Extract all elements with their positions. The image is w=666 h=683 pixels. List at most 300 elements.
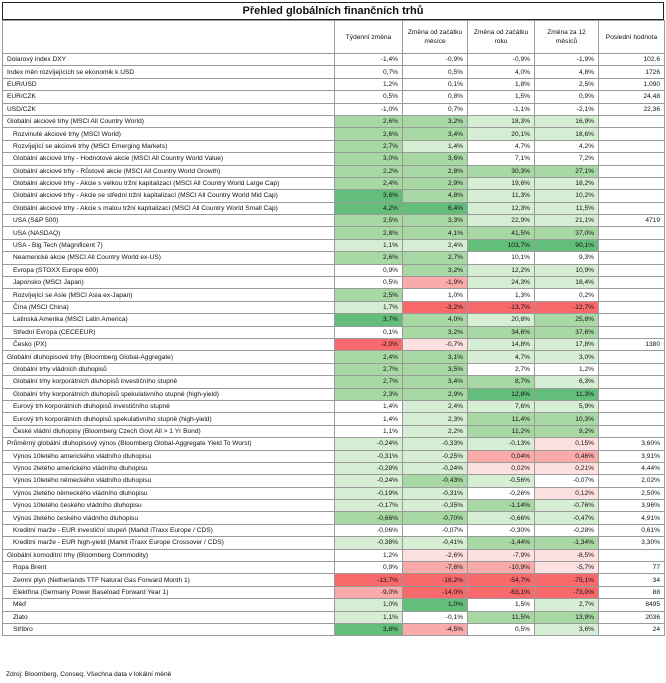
value-cell: 7,1% bbox=[468, 153, 535, 165]
value-cell: 3,6% bbox=[403, 153, 468, 165]
value-cell bbox=[599, 277, 665, 289]
value-cell: -0,07% bbox=[403, 524, 468, 536]
row-label: Stříbro bbox=[3, 623, 335, 635]
value-cell bbox=[599, 140, 665, 152]
header-ytd-change: Změna od začátku roku bbox=[468, 21, 535, 54]
value-cell: -0,13% bbox=[468, 438, 535, 450]
value-cell: -10,9% bbox=[468, 562, 535, 574]
value-cell bbox=[599, 177, 665, 189]
table-row bbox=[3, 462, 665, 474]
table-row bbox=[3, 388, 665, 400]
value-cell: 1,7% bbox=[335, 301, 403, 313]
value-cell: -54,7% bbox=[468, 574, 535, 586]
value-cell: 1,0% bbox=[403, 289, 468, 301]
value-cell: -1,14% bbox=[468, 500, 535, 512]
value-cell: 3,4% bbox=[403, 128, 468, 140]
header-12m-change: Změna za 12 měsíců bbox=[535, 21, 599, 54]
value-cell: 37,0% bbox=[535, 227, 599, 239]
value-cell: 1,1% bbox=[335, 239, 403, 251]
value-cell: 18,6% bbox=[535, 128, 599, 140]
value-cell bbox=[599, 153, 665, 165]
table-row bbox=[3, 140, 665, 152]
value-cell bbox=[599, 252, 665, 264]
table-row bbox=[3, 239, 665, 251]
value-cell bbox=[599, 239, 665, 251]
table-row bbox=[3, 376, 665, 388]
value-cell: 4,0% bbox=[403, 314, 468, 326]
table-row bbox=[3, 524, 665, 536]
table-row bbox=[3, 54, 665, 66]
value-cell: -0,56% bbox=[468, 475, 535, 487]
value-cell: 6,4% bbox=[403, 202, 468, 214]
table-row bbox=[3, 413, 665, 425]
value-cell: 4,91% bbox=[599, 512, 665, 524]
value-cell: 2,5% bbox=[335, 289, 403, 301]
value-cell: 34,6% bbox=[468, 326, 535, 338]
value-cell: -7,9% bbox=[468, 549, 535, 561]
row-label: Měď bbox=[3, 599, 335, 611]
value-cell: 0,21% bbox=[535, 462, 599, 474]
row-label: USD/CZK bbox=[3, 103, 335, 115]
value-cell: 1,5% bbox=[468, 91, 535, 103]
value-cell: 6,3% bbox=[535, 376, 599, 388]
value-cell: 24,3% bbox=[468, 277, 535, 289]
value-cell: 0,5% bbox=[468, 623, 535, 635]
row-label: Latinská Amerika (MSCI Latin America) bbox=[3, 314, 335, 326]
value-cell: -0,06% bbox=[335, 524, 403, 536]
value-cell: 1380 bbox=[599, 338, 665, 350]
value-cell: -1,9% bbox=[403, 277, 468, 289]
row-label: Kreditní marže - EUR investiční stupeň (Markit iTraxx Europe / CDS) bbox=[3, 524, 335, 536]
value-cell: 34 bbox=[599, 574, 665, 586]
row-label: Index měn rozvíjejících se ekonomik k USD bbox=[3, 66, 335, 78]
value-cell: 8,7% bbox=[468, 376, 535, 388]
row-label: Čína (MSCI China) bbox=[3, 301, 335, 313]
value-cell bbox=[599, 413, 665, 425]
row-label: Výnos 2letého českého vládního dluhopisu bbox=[3, 512, 335, 524]
value-cell: 3,96% bbox=[599, 500, 665, 512]
value-cell: 0,46% bbox=[535, 450, 599, 462]
table-row bbox=[3, 177, 665, 189]
value-cell: 1,1% bbox=[335, 425, 403, 437]
table-row bbox=[3, 252, 665, 264]
value-cell: 4,7% bbox=[468, 140, 535, 152]
value-cell: -2,0% bbox=[335, 338, 403, 350]
value-cell: -2,1% bbox=[535, 103, 599, 115]
value-cell: -13,7% bbox=[335, 574, 403, 586]
value-cell: 0,12% bbox=[535, 487, 599, 499]
row-label: Střední Evropa (CECEEUR) bbox=[3, 326, 335, 338]
value-cell: 22,9% bbox=[468, 215, 535, 227]
value-cell: 17,8% bbox=[535, 338, 599, 350]
row-label: Globální akciové trhy - Růstové akcie (MSCI All Country World Growth) bbox=[3, 165, 335, 177]
table-row bbox=[3, 599, 665, 611]
value-cell bbox=[599, 376, 665, 388]
row-label: Globální dluhopisové trhy (Bloomberg Global-Aggregate) bbox=[3, 351, 335, 363]
value-cell: 9,2% bbox=[535, 425, 599, 437]
table-row bbox=[3, 338, 665, 350]
value-cell: 2,8% bbox=[403, 165, 468, 177]
value-cell: 90,1% bbox=[535, 239, 599, 251]
source-note: Zdroj: Bloomberg, Conseq; Všechna data v lokální měně bbox=[6, 671, 172, 678]
value-cell: 0,5% bbox=[335, 277, 403, 289]
table-row bbox=[3, 153, 665, 165]
value-cell: 2,8% bbox=[335, 227, 403, 239]
value-cell: 8495 bbox=[599, 599, 665, 611]
value-cell: -0,30% bbox=[468, 524, 535, 536]
value-cell: 18,4% bbox=[535, 277, 599, 289]
header-weekly-change: Týdenní změna bbox=[335, 21, 403, 54]
value-cell bbox=[599, 289, 665, 301]
value-cell: 1,0% bbox=[403, 599, 468, 611]
row-label: Česko (PX) bbox=[3, 338, 335, 350]
value-cell: -1,44% bbox=[468, 537, 535, 549]
value-cell: 2,4% bbox=[335, 177, 403, 189]
value-cell bbox=[599, 326, 665, 338]
table-row bbox=[3, 351, 665, 363]
header-last-value: Poslední hodnota bbox=[599, 21, 665, 54]
row-label: Globální trhy vládních dluhopisů bbox=[3, 363, 335, 375]
value-cell: 0,2% bbox=[535, 289, 599, 301]
table-row bbox=[3, 128, 665, 140]
value-cell: 19,6% bbox=[468, 177, 535, 189]
value-cell: -1,9% bbox=[535, 54, 599, 66]
value-cell bbox=[599, 128, 665, 140]
value-cell: -63,1% bbox=[468, 586, 535, 598]
row-label: České vládní dluhopisy (Bloomberg Czech Govt All > 1 Yr Bond) bbox=[3, 425, 335, 437]
value-cell: 3,30% bbox=[599, 537, 665, 549]
value-cell: 20,1% bbox=[468, 128, 535, 140]
value-cell: 3,7% bbox=[335, 314, 403, 326]
table-row bbox=[3, 215, 665, 227]
value-cell: 2,3% bbox=[335, 388, 403, 400]
value-cell: 3,2% bbox=[403, 326, 468, 338]
value-cell: 3,8% bbox=[335, 623, 403, 635]
row-label: USA (S&P 500) bbox=[3, 215, 335, 227]
page-title: Přehled globálních finančních trhů bbox=[2, 2, 664, 20]
value-cell: 11,3% bbox=[535, 388, 599, 400]
value-cell: 2,6% bbox=[335, 252, 403, 264]
value-cell: 41,5% bbox=[468, 227, 535, 239]
value-cell bbox=[599, 425, 665, 437]
value-cell: 9,3% bbox=[535, 252, 599, 264]
table-row bbox=[3, 562, 665, 574]
table-row bbox=[3, 475, 665, 487]
value-cell bbox=[599, 388, 665, 400]
value-cell bbox=[599, 202, 665, 214]
row-label: USA (NASDAQ) bbox=[3, 227, 335, 239]
value-cell: 30,3% bbox=[468, 165, 535, 177]
value-cell: 2,3% bbox=[403, 413, 468, 425]
row-label: Rozvíjející se akciové trhy (MSCI Emerging Markets) bbox=[3, 140, 335, 152]
value-cell: 0,15% bbox=[535, 438, 599, 450]
value-cell: -0,33% bbox=[403, 438, 468, 450]
value-cell: -13,7% bbox=[468, 301, 535, 313]
value-cell bbox=[599, 301, 665, 313]
value-cell: -18,2% bbox=[403, 574, 468, 586]
row-label: Výnos 10letého německého vládního dluhopisu bbox=[3, 475, 335, 487]
row-label: Globální komoditní trhy (Bloomberg Commodity) bbox=[3, 549, 335, 561]
value-cell: -0,1% bbox=[403, 611, 468, 623]
table-row bbox=[3, 326, 665, 338]
value-cell: -0,70% bbox=[403, 512, 468, 524]
value-cell bbox=[599, 549, 665, 561]
table-row bbox=[3, 450, 665, 462]
table-row bbox=[3, 190, 665, 202]
table-row bbox=[3, 623, 665, 635]
table-row bbox=[3, 611, 665, 623]
row-label: Globální akciové trhy (MSCI All Country World) bbox=[3, 115, 335, 127]
value-cell: 11,5% bbox=[535, 202, 599, 214]
table-row bbox=[3, 487, 665, 499]
value-cell: -73,0% bbox=[535, 586, 599, 598]
table-row bbox=[3, 202, 665, 214]
value-cell: -2,6% bbox=[403, 549, 468, 561]
value-cell: -0,66% bbox=[335, 512, 403, 524]
value-cell: -0,19% bbox=[335, 487, 403, 499]
value-cell: 1,2% bbox=[335, 78, 403, 90]
value-cell: -0,9% bbox=[403, 54, 468, 66]
value-cell: 1,2% bbox=[335, 549, 403, 561]
value-cell: 2,7% bbox=[468, 363, 535, 375]
row-label: Neamerické akcie (MSCI All Country World ex-US) bbox=[3, 252, 335, 264]
value-cell: 0,1% bbox=[403, 78, 468, 90]
value-cell: -0,43% bbox=[403, 475, 468, 487]
value-cell: 18,2% bbox=[535, 177, 599, 189]
table-row bbox=[3, 512, 665, 524]
value-cell: -0,38% bbox=[335, 537, 403, 549]
row-label: EUR/CZK bbox=[3, 91, 335, 103]
value-cell: 4,7% bbox=[468, 351, 535, 363]
value-cell: 1,3% bbox=[468, 289, 535, 301]
value-cell: -0,35% bbox=[403, 500, 468, 512]
value-cell: 37,6% bbox=[535, 326, 599, 338]
value-cell bbox=[599, 190, 665, 202]
table-row bbox=[3, 586, 665, 598]
row-label: Výnos 2letého amerického vládního dluhopisu bbox=[3, 462, 335, 474]
header-cell bbox=[3, 21, 335, 54]
value-cell bbox=[599, 363, 665, 375]
value-cell: 11,4% bbox=[468, 413, 535, 425]
value-cell: -0,28% bbox=[335, 462, 403, 474]
value-cell bbox=[599, 400, 665, 412]
value-cell: 4,8% bbox=[403, 190, 468, 202]
value-cell: 2,7% bbox=[335, 376, 403, 388]
value-cell: -0,24% bbox=[335, 438, 403, 450]
value-cell: -0,66% bbox=[468, 512, 535, 524]
value-cell: -0,31% bbox=[335, 450, 403, 462]
value-cell: 10,9% bbox=[535, 264, 599, 276]
value-cell: -0,31% bbox=[403, 487, 468, 499]
row-label: Globální akciové trhy - Akcie se střední tržní kapitalizací (MSCI All Country World Mid Cap) bbox=[3, 190, 335, 202]
value-cell: 0,9% bbox=[535, 91, 599, 103]
value-cell: 3,6% bbox=[535, 623, 599, 635]
value-cell: 2,7% bbox=[403, 252, 468, 264]
value-cell: 1,0% bbox=[335, 599, 403, 611]
row-label: Japonsko (MSCI Japan) bbox=[3, 277, 335, 289]
value-cell: 3,5% bbox=[403, 363, 468, 375]
value-cell: 0,8% bbox=[403, 91, 468, 103]
row-label: Dolarový index DXY bbox=[3, 54, 335, 66]
value-cell: 10,2% bbox=[535, 190, 599, 202]
value-cell: 3,1% bbox=[403, 351, 468, 363]
value-cell: 12,2% bbox=[468, 264, 535, 276]
market-overview-table bbox=[2, 20, 665, 636]
value-cell: -0,25% bbox=[403, 450, 468, 462]
row-label: Výnos 10letého amerického vládního dluhopisu bbox=[3, 450, 335, 462]
value-cell: 3,3% bbox=[403, 215, 468, 227]
value-cell: 2,4% bbox=[403, 400, 468, 412]
value-cell: -8,5% bbox=[535, 549, 599, 561]
table-row bbox=[3, 91, 665, 103]
value-cell: 11,3% bbox=[468, 190, 535, 202]
value-cell: 5,9% bbox=[535, 400, 599, 412]
value-cell: -14,0% bbox=[403, 586, 468, 598]
value-cell: -0,24% bbox=[403, 462, 468, 474]
value-cell: 25,8% bbox=[535, 314, 599, 326]
table-row bbox=[3, 314, 665, 326]
value-cell: 0,9% bbox=[335, 562, 403, 574]
value-cell: 0,5% bbox=[335, 91, 403, 103]
row-label: Eurový trh korporátních dluhopisů spekulativního stupně (high-yield) bbox=[3, 413, 335, 425]
value-cell: 2,6% bbox=[335, 128, 403, 140]
table-row bbox=[3, 277, 665, 289]
value-cell: -0,26% bbox=[468, 487, 535, 499]
row-label: Průměrný globální dluhopisový výnos (Bloomberg Global-Aggregate Yield To Worst) bbox=[3, 438, 335, 450]
value-cell: 20,8% bbox=[468, 314, 535, 326]
value-cell: 0,61% bbox=[599, 524, 665, 536]
row-label: Zlato bbox=[3, 611, 335, 623]
row-label: Rozvíjející se Asie (MSCI Asia ex-Japan) bbox=[3, 289, 335, 301]
value-cell: 1,1% bbox=[335, 611, 403, 623]
value-cell: -0,17% bbox=[335, 500, 403, 512]
value-cell: 12,3% bbox=[468, 202, 535, 214]
value-cell: 3,2% bbox=[403, 264, 468, 276]
value-cell: 3,91% bbox=[599, 450, 665, 462]
table-row bbox=[3, 103, 665, 115]
value-cell: -3,2% bbox=[403, 301, 468, 313]
row-label: Kreditní marže - EUR high-yield (Markit iTraxx Europe Crossover / CDS) bbox=[3, 537, 335, 549]
table-row bbox=[3, 425, 665, 437]
value-cell: 3,2% bbox=[403, 115, 468, 127]
table-row bbox=[3, 289, 665, 301]
table-row bbox=[3, 500, 665, 512]
value-cell: 2,02% bbox=[599, 475, 665, 487]
value-cell: 0,5% bbox=[403, 66, 468, 78]
value-cell: 1,2% bbox=[535, 363, 599, 375]
table-row bbox=[3, 115, 665, 127]
value-cell: 11,5% bbox=[468, 611, 535, 623]
row-label: Globální trhy korporátních dluhopisů investičního stupně bbox=[3, 376, 335, 388]
value-cell: -1,34% bbox=[535, 537, 599, 549]
value-cell: -0,41% bbox=[403, 537, 468, 549]
value-cell: 4,2% bbox=[535, 140, 599, 152]
value-cell: 11,2% bbox=[468, 425, 535, 437]
value-cell: 4,44% bbox=[599, 462, 665, 474]
value-cell: 1,090 bbox=[599, 78, 665, 90]
value-cell: -0,7% bbox=[403, 338, 468, 350]
value-cell: 3,6% bbox=[335, 190, 403, 202]
value-cell: 27,1% bbox=[535, 165, 599, 177]
value-cell: 2,5% bbox=[535, 78, 599, 90]
value-cell: 10,1% bbox=[468, 252, 535, 264]
row-label: Ropa Brent bbox=[3, 562, 335, 574]
value-cell: -0,28% bbox=[535, 524, 599, 536]
value-cell: 1,4% bbox=[335, 400, 403, 412]
value-cell: 2,4% bbox=[335, 351, 403, 363]
value-cell: 2036 bbox=[599, 611, 665, 623]
value-cell: -0,76% bbox=[535, 500, 599, 512]
table-row bbox=[3, 363, 665, 375]
value-cell: 1,4% bbox=[335, 413, 403, 425]
value-cell: 2,7% bbox=[335, 363, 403, 375]
value-cell: 7,2% bbox=[535, 153, 599, 165]
header-mtd-change: Změna od začátku měsíce bbox=[403, 21, 468, 54]
value-cell: 24 bbox=[599, 623, 665, 635]
value-cell: -7,6% bbox=[403, 562, 468, 574]
value-cell bbox=[599, 227, 665, 239]
value-cell: 102,6 bbox=[599, 54, 665, 66]
value-cell: 3,0% bbox=[535, 351, 599, 363]
value-cell: -1,4% bbox=[335, 54, 403, 66]
value-cell: 24,48 bbox=[599, 91, 665, 103]
value-cell: 21,1% bbox=[535, 215, 599, 227]
value-cell: 7,6% bbox=[468, 400, 535, 412]
row-label: Eurový trh korporátních dluhopisů investičního stupně bbox=[3, 400, 335, 412]
value-cell: -9,0% bbox=[335, 586, 403, 598]
table-row bbox=[3, 549, 665, 561]
value-cell: 3,0% bbox=[335, 153, 403, 165]
value-cell: -0,07% bbox=[535, 475, 599, 487]
table-row bbox=[3, 66, 665, 78]
table-row bbox=[3, 537, 665, 549]
value-cell: 1,5% bbox=[468, 599, 535, 611]
value-cell: 4719 bbox=[599, 215, 665, 227]
value-cell: 4,8% bbox=[535, 66, 599, 78]
row-label: Globální akciové trhy - Akcie s velkou tržní kapitalizací (MSCI All Country World Large Cap) bbox=[3, 177, 335, 189]
value-cell: 3,4% bbox=[403, 376, 468, 388]
value-cell: 2,5% bbox=[335, 215, 403, 227]
value-cell: 2,9% bbox=[403, 177, 468, 189]
row-label: Zemní plyn (Netherlands TTF Natural Gas Forward Month 1) bbox=[3, 574, 335, 586]
value-cell: -1,1% bbox=[468, 103, 535, 115]
value-cell: 2,50% bbox=[599, 487, 665, 499]
value-cell: 18,3% bbox=[468, 115, 535, 127]
value-cell: 103,7% bbox=[468, 239, 535, 251]
row-label: Evropa (STOXX Europe 600) bbox=[3, 264, 335, 276]
value-cell: -0,9% bbox=[468, 54, 535, 66]
value-cell: 2,7% bbox=[335, 140, 403, 152]
value-cell: -5,7% bbox=[535, 562, 599, 574]
row-label: Elektřina (Germany Power Baseload Forward Year 1) bbox=[3, 586, 335, 598]
value-cell: 2,9% bbox=[403, 388, 468, 400]
value-cell: 2,2% bbox=[403, 425, 468, 437]
value-cell: 4,0% bbox=[468, 66, 535, 78]
value-cell: 0,9% bbox=[335, 264, 403, 276]
value-cell: -75,1% bbox=[535, 574, 599, 586]
header-row bbox=[3, 21, 665, 54]
row-label: Výnos 2letého německého vládního dluhopisu bbox=[3, 487, 335, 499]
row-label: EUR/USD bbox=[3, 78, 335, 90]
value-cell: 2,4% bbox=[403, 239, 468, 251]
table-row bbox=[3, 400, 665, 412]
value-cell: 0,1% bbox=[335, 326, 403, 338]
value-cell: 1,8% bbox=[468, 78, 535, 90]
table-row bbox=[3, 574, 665, 586]
row-label: Rozvinuté akciové trhy (MSCI World) bbox=[3, 128, 335, 140]
table-row bbox=[3, 438, 665, 450]
value-cell: -12,7% bbox=[535, 301, 599, 313]
